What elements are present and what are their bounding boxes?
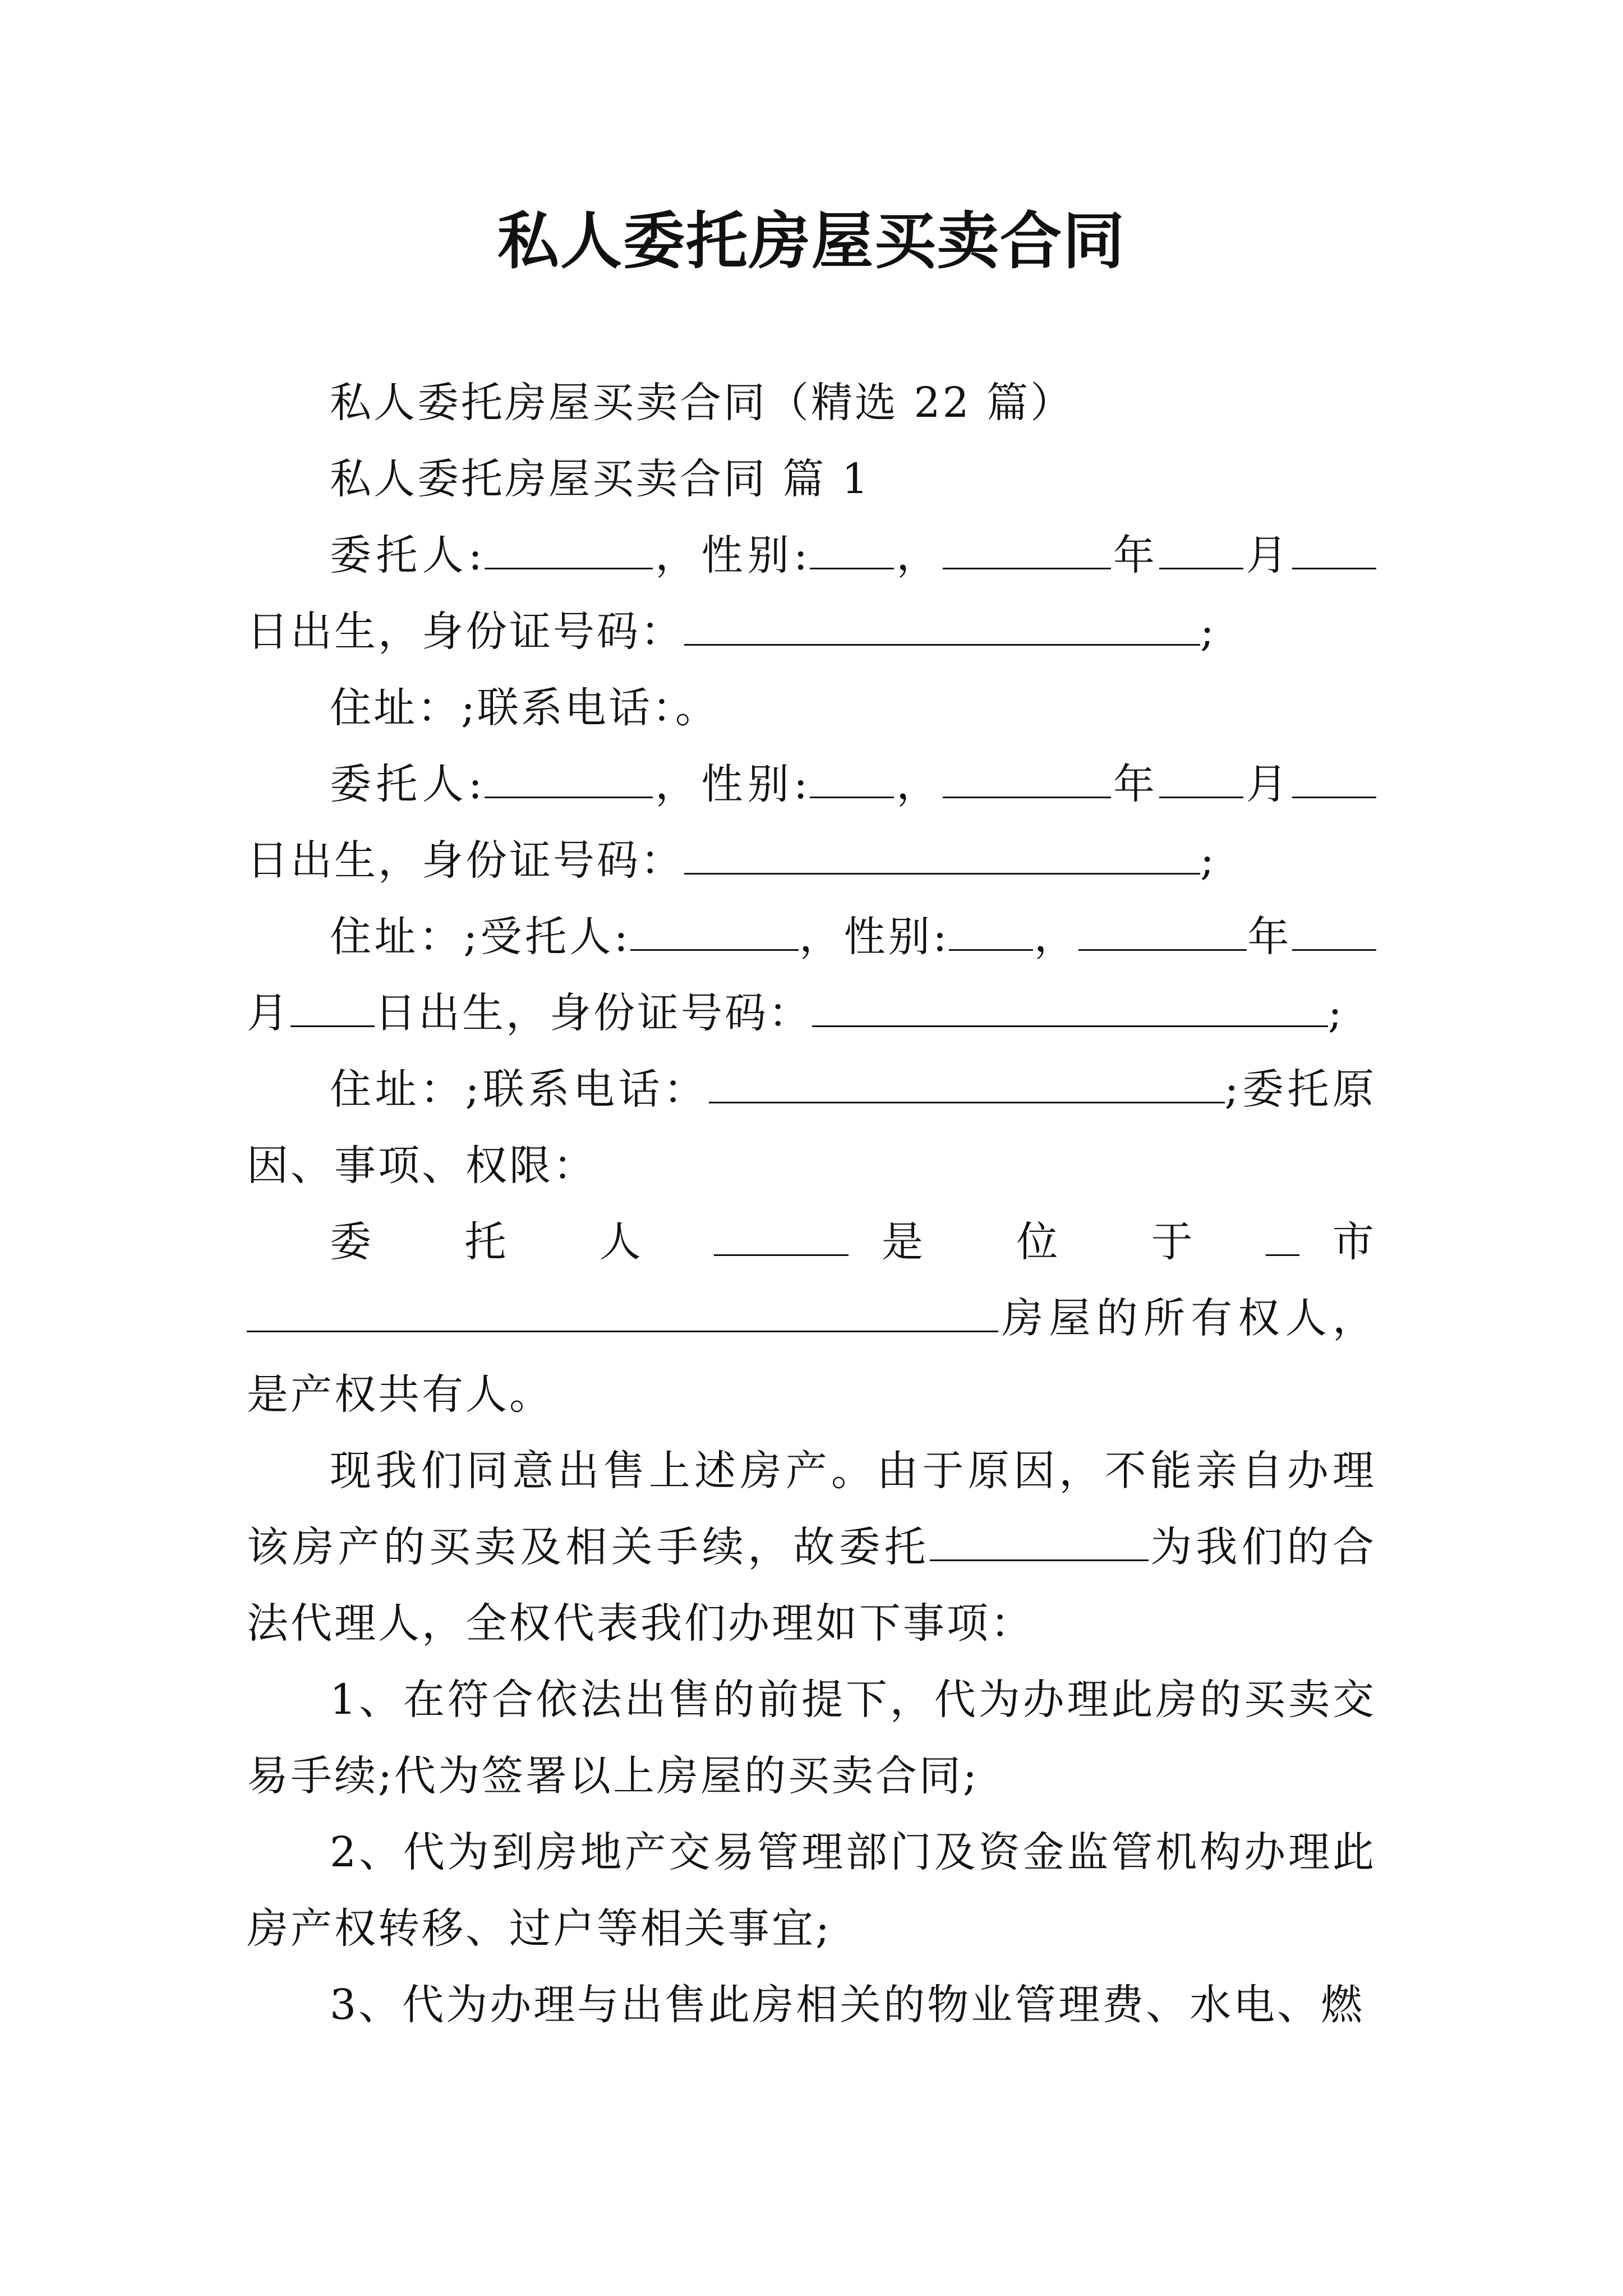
section-heading: [247, 441, 1376, 517]
blank-field: [485, 761, 653, 798]
label-text: 委托人:: [330, 531, 485, 579]
label-text: 住址：;联系电话：。: [330, 684, 719, 732]
blank-field: [949, 913, 1033, 951]
label-text: ;: [1328, 989, 1344, 1037]
blank-field: [943, 761, 1111, 798]
label-text: 现我们同意出售上述房产。由于原因，不能亲自办理该房产的买卖及相关手续，故委托: [247, 1447, 1376, 1571]
blank-field: [810, 532, 894, 569]
label-text: 月: [1243, 760, 1293, 808]
label-text: 年: [1110, 760, 1160, 808]
label-text: ，: [894, 531, 943, 579]
label-text: 日出生，身份证号码：: [247, 836, 684, 885]
blank-field: [1078, 913, 1247, 951]
label-text: ，: [1033, 913, 1079, 961]
label-text: 1、在符合依法出售的前提下，代为办理此房的买卖交易手续;代为签署以上房屋的买卖合同;: [247, 1676, 1376, 1800]
label-text: 月: [1243, 531, 1293, 579]
section-heading-text: 私人委托房屋买卖合同 篇 1: [330, 455, 871, 503]
blank-field: [1159, 532, 1243, 569]
label-text: 为我们的合法代理人，全权代表我们办理如下事项：: [247, 1523, 1376, 1648]
blank-field: [714, 1218, 849, 1256]
label-text: ;委托原因、事项、权限：: [247, 1065, 1376, 1190]
blank-field: [1159, 761, 1243, 798]
label-text: 住址：;联系电话：: [330, 1065, 709, 1114]
label-text: 住址：;受托人:: [330, 913, 630, 961]
blank-field: [291, 990, 375, 1027]
label-text: 年: [1110, 531, 1160, 579]
blank-field: [812, 990, 1328, 1027]
clause-item-2: [247, 1814, 1376, 1967]
clause-agent: [247, 899, 1376, 1051]
blank-field: [1292, 761, 1376, 798]
blank-field: [1292, 913, 1376, 951]
blank-field: [247, 1295, 998, 1332]
label-text: 房屋的所有权人，是产权共有人。: [247, 1294, 1376, 1419]
label-text: ;: [1200, 608, 1216, 656]
label-text: 日出生，身份证号码：: [375, 989, 812, 1037]
label-text: ，: [894, 760, 943, 808]
label-text: 月: [247, 989, 291, 1037]
clause-item-1: [247, 1662, 1376, 1814]
blank-field: [684, 837, 1200, 875]
subtitle-line: [247, 365, 1376, 441]
label-text: 委托人:: [330, 760, 485, 808]
label-text: ;: [1200, 836, 1216, 885]
document-body: [247, 365, 1376, 2043]
label-text: ，性别:: [652, 760, 810, 808]
label-text: 市: [1332, 1218, 1376, 1266]
blank-field: [684, 608, 1200, 646]
label-text: ，性别:: [798, 913, 949, 961]
label-text: 是 位 于: [881, 1218, 1233, 1266]
clause-principal-2: [247, 746, 1376, 899]
subtitle-text: 私人委托房屋买卖合同（精选 22 篇）: [330, 379, 1075, 427]
blank-field: [1292, 532, 1376, 569]
blank-field: [485, 532, 653, 569]
label-text: 2、代为到房地产交易管理部门及资金监管机构办理此房产权转移、过户等相关事宜;: [247, 1828, 1376, 1953]
clause-ownership: [247, 1204, 1376, 1433]
clause-appointment: [247, 1433, 1376, 1662]
label-text: 年: [1247, 913, 1292, 961]
clause-item-3: [247, 1967, 1376, 2043]
blank-field: [709, 1066, 1225, 1103]
clause-address-1: [247, 670, 1376, 746]
clause-principal-1: [247, 517, 1376, 670]
clause-contact: [247, 1051, 1376, 1204]
blank-field: [810, 761, 894, 798]
blank-field: [930, 1524, 1149, 1561]
label-text: 3、代为办理与出售此房相关的物业管理费、水电、燃: [330, 1981, 1365, 2029]
blank-field: [630, 913, 799, 951]
label-text: 日出生，身份证号码：: [247, 608, 684, 656]
blank-field: [1266, 1218, 1299, 1256]
document-title: 私人委托房屋买卖合同: [497, 205, 1126, 277]
label-text: ，性别:: [652, 531, 810, 579]
label-text: 委 托 人: [330, 1218, 681, 1266]
blank-field: [943, 532, 1111, 569]
